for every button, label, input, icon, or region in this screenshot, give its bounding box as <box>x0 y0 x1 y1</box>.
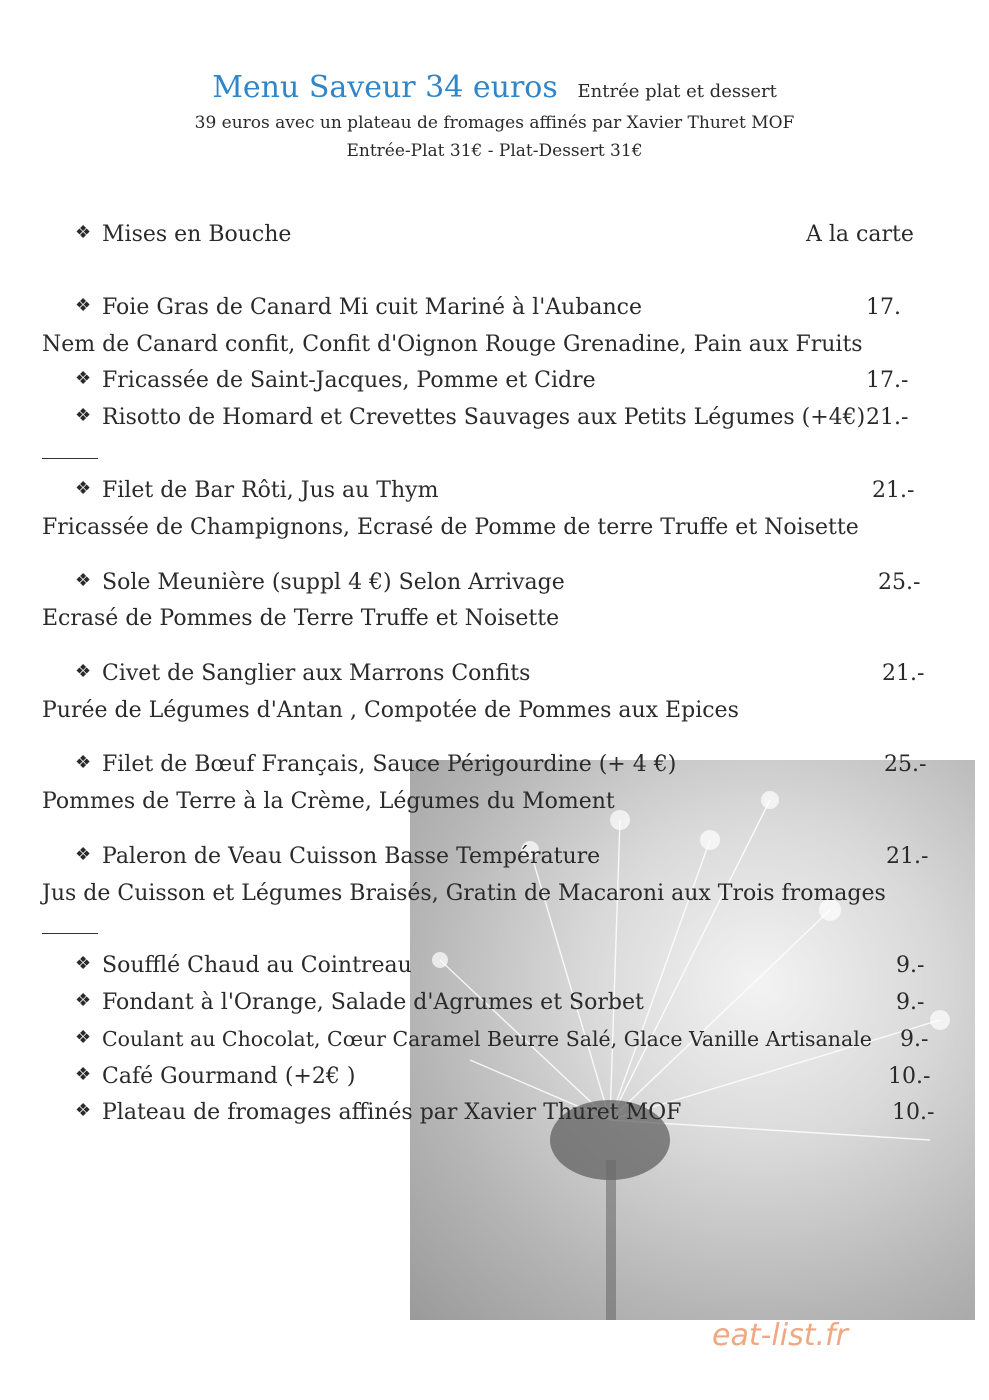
item-description: Purée de Légumes d'Antan , Compotée de Pommes aux Epices <box>42 698 739 723</box>
item-name: Filet de Bœuf Français, Sauce Périgourdine (+ 4 €) <box>102 752 677 777</box>
item-name: Foie Gras de Canard Mi cuit Mariné à l'Aubance <box>102 295 643 320</box>
item-description: Pommes de Terre à la Crème, Légumes du Moment <box>42 789 615 814</box>
bullet-icon: ❖ <box>75 405 92 426</box>
item-price: 9.- <box>896 990 925 1015</box>
bullet-icon: ❖ <box>75 1027 92 1048</box>
menu-header <box>0 70 989 161</box>
item-name: Café Gourmand (+2€ ) <box>102 1064 356 1089</box>
menu-subtitle-1: 39 euros avec un plateau de fromages affinés par Xavier Thuret MOF <box>194 113 795 133</box>
item-name: Fricassée de Saint-Jacques, Pomme et Cidre <box>102 368 596 393</box>
bullet-icon: ❖ <box>75 844 92 865</box>
item-name: Risotto de Homard et Crevettes Sauvages aux Petits Légumes (+4€) <box>102 405 866 430</box>
section-divider <box>42 458 98 459</box>
item-description: Fricassée de Champignons, Ecrasé de Pomme de terre Truffe et Noisette <box>42 515 859 540</box>
section-divider <box>42 933 98 934</box>
menu-title-suffix: Entrée plat et dessert <box>577 81 777 102</box>
item-name: Coulant au Chocolat, Cœur Caramel Beurre Salé, Glace Vanille Artisanale <box>102 1027 872 1051</box>
item-price: 9.- <box>896 953 925 978</box>
item-price: 10.- <box>892 1100 935 1125</box>
bullet-icon: ❖ <box>75 1064 92 1085</box>
item-price: 10.- <box>888 1064 931 1089</box>
bullet-icon: ❖ <box>75 953 92 974</box>
item-price: 21.- <box>882 661 925 686</box>
menu-subtitle-2: Entrée-Plat 31€ - Plat-Dessert 31€ <box>346 141 643 161</box>
item-description: Nem de Canard confit, Confit d'Oignon Rouge Grenadine, Pain aux Fruits <box>42 332 863 357</box>
item-price: A la carte <box>806 222 914 247</box>
item-name: Plateau de fromages affinés par Xavier Thuret MOF <box>102 1100 682 1125</box>
item-price: 21.- <box>872 478 915 503</box>
item-price: 25.- <box>884 752 927 777</box>
bullet-icon: ❖ <box>75 1100 92 1121</box>
item-description: Ecrasé de Pommes de Terre Truffe et Noisette <box>42 606 560 631</box>
menu-title: Menu Saveur 34 euros <box>212 70 558 105</box>
item-description: Jus de Cuisson et Légumes Braisés, Gratin de Macaroni aux Trois fromages <box>42 881 886 906</box>
bullet-icon: ❖ <box>75 478 92 499</box>
bullet-icon: ❖ <box>75 752 92 773</box>
item-price: 25.- <box>878 570 921 595</box>
bullet-icon: ❖ <box>75 990 92 1011</box>
item-price: 17.- <box>866 368 909 393</box>
item-name: Soufflé Chaud au Cointreau <box>102 953 412 978</box>
item-name: Paleron de Veau Cuisson Basse Température <box>102 844 601 869</box>
item-name: Fondant à l'Orange, Salade d'Agrumes et Sorbet <box>102 990 644 1015</box>
bullet-icon: ❖ <box>75 368 92 389</box>
item-price: 21.- <box>886 844 929 869</box>
item-name: Filet de Bar Rôti, Jus au Thym <box>102 478 439 503</box>
item-price: 21.- <box>866 405 909 430</box>
bullet-icon: ❖ <box>75 570 92 591</box>
bullet-icon: ❖ <box>75 222 92 243</box>
item-name: Mises en Bouche <box>102 222 292 247</box>
item-price: 9.- <box>900 1027 929 1052</box>
watermark-text: eat-list.fr <box>712 1318 848 1353</box>
item-name: Sole Meunière (suppl 4 €) Selon Arrivage <box>102 570 565 595</box>
bullet-icon: ❖ <box>75 295 92 316</box>
item-price: 17. <box>866 295 901 320</box>
item-name: Civet de Sanglier aux Marrons Confits <box>102 661 531 686</box>
bullet-icon: ❖ <box>75 661 92 682</box>
